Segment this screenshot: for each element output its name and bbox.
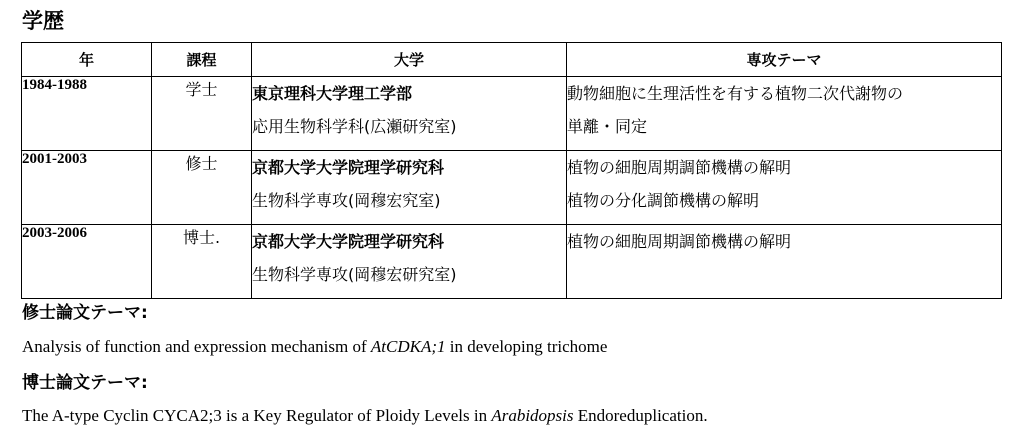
- row-university: [252, 77, 567, 151]
- doctoral-thesis-organism: Arabidopsis: [491, 406, 574, 425]
- header-university: 大学: [252, 43, 567, 77]
- theme-line: 単離・同定: [567, 117, 648, 136]
- master-thesis-heading: 修士論文テーマ:: [22, 303, 148, 323]
- row-university: [252, 151, 567, 225]
- education-table: [21, 42, 1002, 299]
- row-degree: 修士: [152, 151, 252, 225]
- university-name: 東京理科大学理工学部: [252, 84, 413, 103]
- row-theme: [567, 77, 1002, 151]
- department-name: 生物科学専攻(岡穆宏研究室): [252, 265, 457, 284]
- row-degree: 博士.: [152, 225, 252, 299]
- master-thesis-text-before: Analysis of function and expression mechanism of: [22, 337, 371, 356]
- row-years: 2001-2003: [22, 151, 152, 225]
- table-row: [22, 77, 1002, 151]
- theme-line: 植物の分化調節機構の解明: [567, 191, 760, 210]
- header-degree: 課程: [152, 43, 252, 77]
- row-university: [252, 225, 567, 299]
- row-years: 1984-1988: [22, 77, 152, 151]
- master-thesis-text-after: in developing trichome: [445, 337, 608, 356]
- row-degree: 学士: [152, 77, 252, 151]
- doctoral-thesis-text-before: The A-type Cyclin CYCA2;3 is a Key Regulator of Ploidy Levels in: [22, 406, 492, 425]
- row-years: 2003-2006: [22, 225, 152, 299]
- section-title: 学歴: [22, 9, 64, 33]
- doctoral-thesis-heading: 博士論文テーマ:: [22, 373, 148, 393]
- department-name: 応用生物科学科(広瀬研究室): [252, 117, 457, 136]
- university-name: 京都大学大学院理学研究科: [252, 232, 445, 251]
- header-year: 年: [22, 43, 152, 77]
- department-name: 生物科学専攻(岡穆宏究室): [252, 191, 441, 210]
- master-thesis-gene: AtCDKA;1: [370, 337, 446, 356]
- header-theme: 専攻テーマ: [567, 43, 1002, 77]
- row-theme: [567, 225, 1002, 299]
- table-row: [22, 225, 1002, 299]
- theme-line: 植物の細胞周期調節機構の解明: [567, 232, 792, 251]
- row-theme: [567, 151, 1002, 225]
- master-thesis-text: [22, 334, 607, 360]
- theme-line: 動物細胞に生理活性を有する植物二次代謝物の: [567, 84, 904, 103]
- doctoral-thesis-text-after: Endoreduplication.: [573, 406, 708, 425]
- table-row: [22, 151, 1002, 225]
- doctoral-thesis-text: [22, 403, 708, 429]
- theme-line: 植物の細胞周期調節機構の解明: [567, 158, 792, 177]
- university-name: 京都大学大学院理学研究科: [252, 158, 445, 177]
- table-header-row: [22, 43, 1002, 77]
